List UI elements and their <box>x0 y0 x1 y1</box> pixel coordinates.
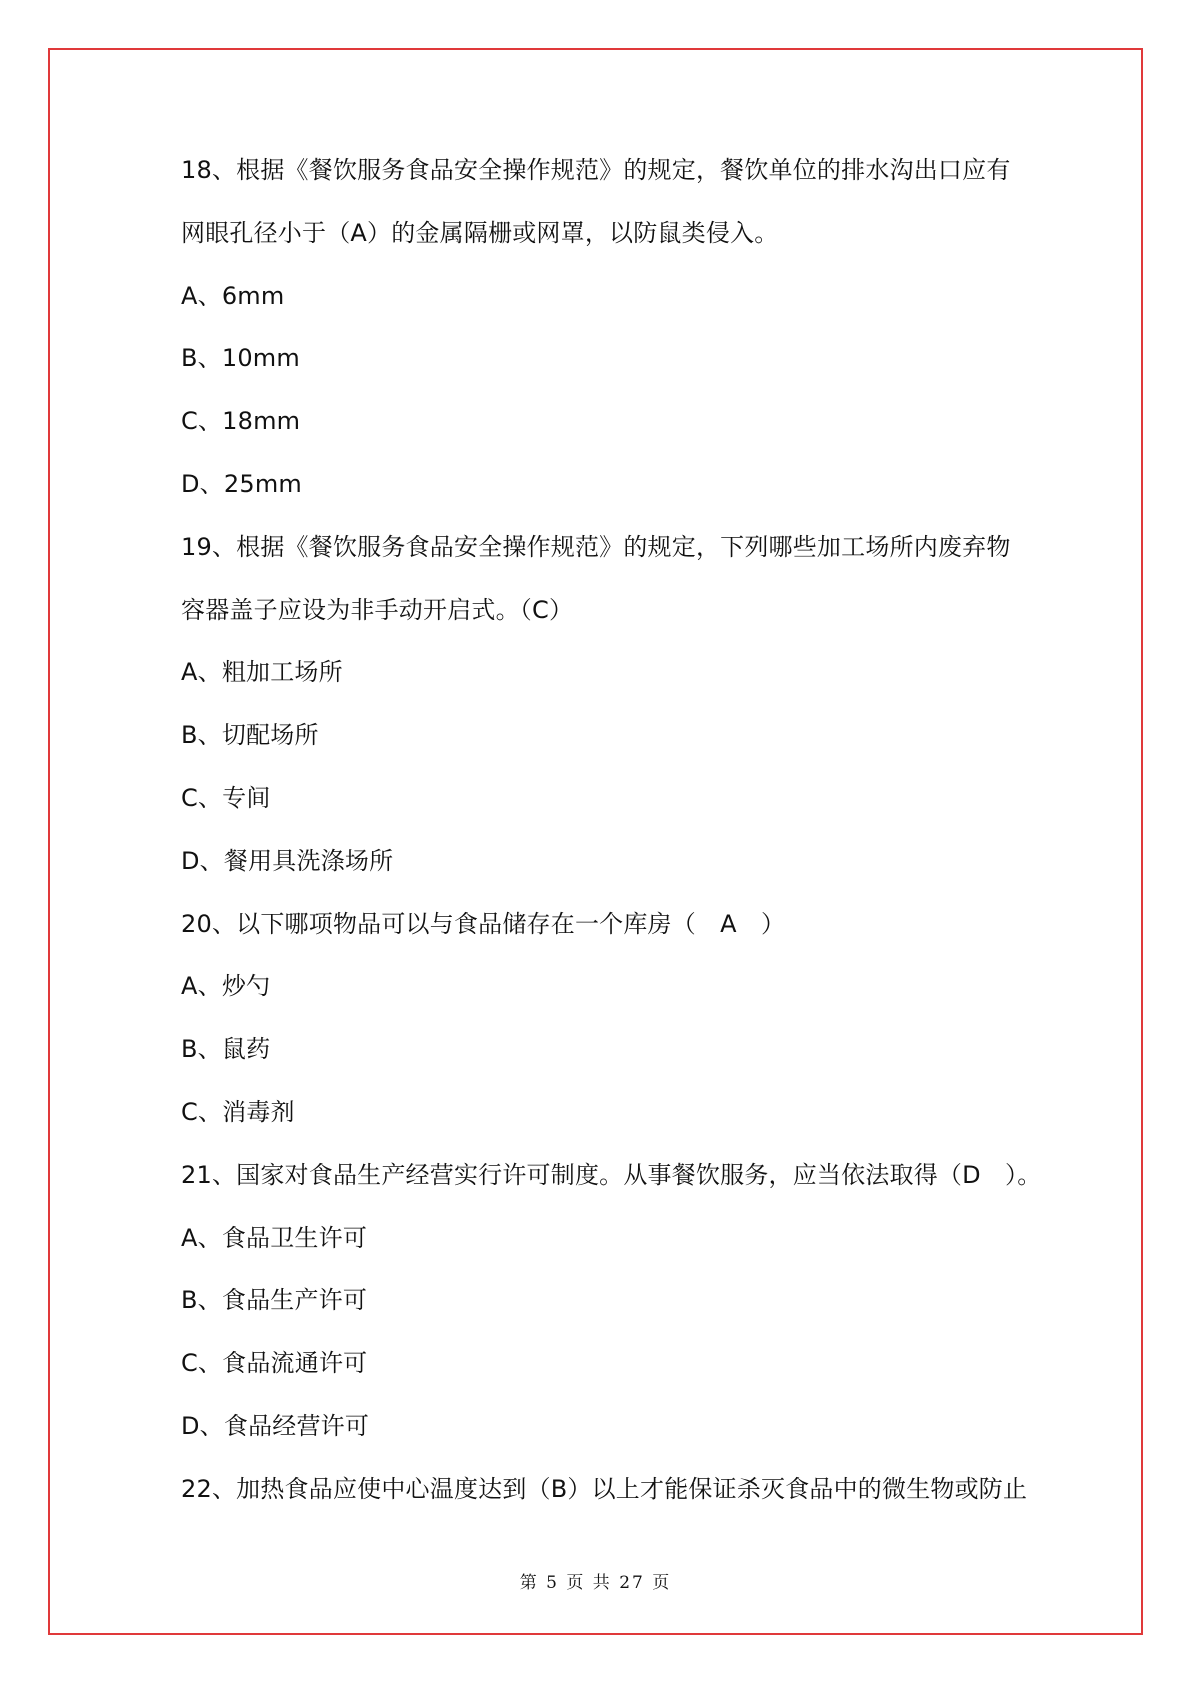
page-footer: 第 5 页 共 27 页 <box>519 1573 672 1593</box>
option-line: A、粗加工场所 <box>181 658 343 687</box>
option-line: C、消毒剂 <box>181 1097 295 1126</box>
text-line: 22、加热食品应使中心温度达到（B）以上才能保证杀灭食品中的微生物或防止 <box>181 1474 1028 1503</box>
text-line: 网眼孔径小于（A）的金属隔栅或网罩，以防鼠类侵入。 <box>181 218 779 247</box>
text-line: 18、根据《餐饮服务食品安全操作规范》的规定，餐饮单位的排水沟出口应有 <box>181 156 1011 184</box>
option-line: C、专间 <box>181 783 271 812</box>
option-line: C、18mm <box>181 407 301 436</box>
option-line: B、10mm <box>181 344 300 373</box>
option-line: D、餐用具洗涤场所 <box>181 846 394 875</box>
option-line: B、鼠药 <box>181 1035 271 1064</box>
option-line: C、食品流通许可 <box>181 1349 368 1378</box>
text-line: 21、国家对食品生产经营实行许可制度。从事餐饮服务，应当依法取得（D ）。 <box>181 1160 1042 1189</box>
text-line: 容器盖子应设为非手动开启式。（C） <box>181 595 574 624</box>
document-body <box>181 148 1041 1530</box>
option-line: D、25mm <box>181 469 302 498</box>
option-line: B、切配场所 <box>181 721 319 750</box>
text-line: 19、根据《餐饮服务食品安全操作规范》的规定，下列哪些加工场所内废弃物 <box>181 532 1011 561</box>
option-line: A、炒勺 <box>181 972 271 1001</box>
option-line: A、食品卫生许可 <box>181 1223 368 1252</box>
option-line: D、食品经营许可 <box>181 1411 370 1440</box>
text-line: 20、以下哪项物品可以与食品储存在一个库房（ A ） <box>181 909 786 938</box>
option-line: A、6mm <box>181 281 285 310</box>
option-line: B、食品生产许可 <box>181 1286 368 1315</box>
